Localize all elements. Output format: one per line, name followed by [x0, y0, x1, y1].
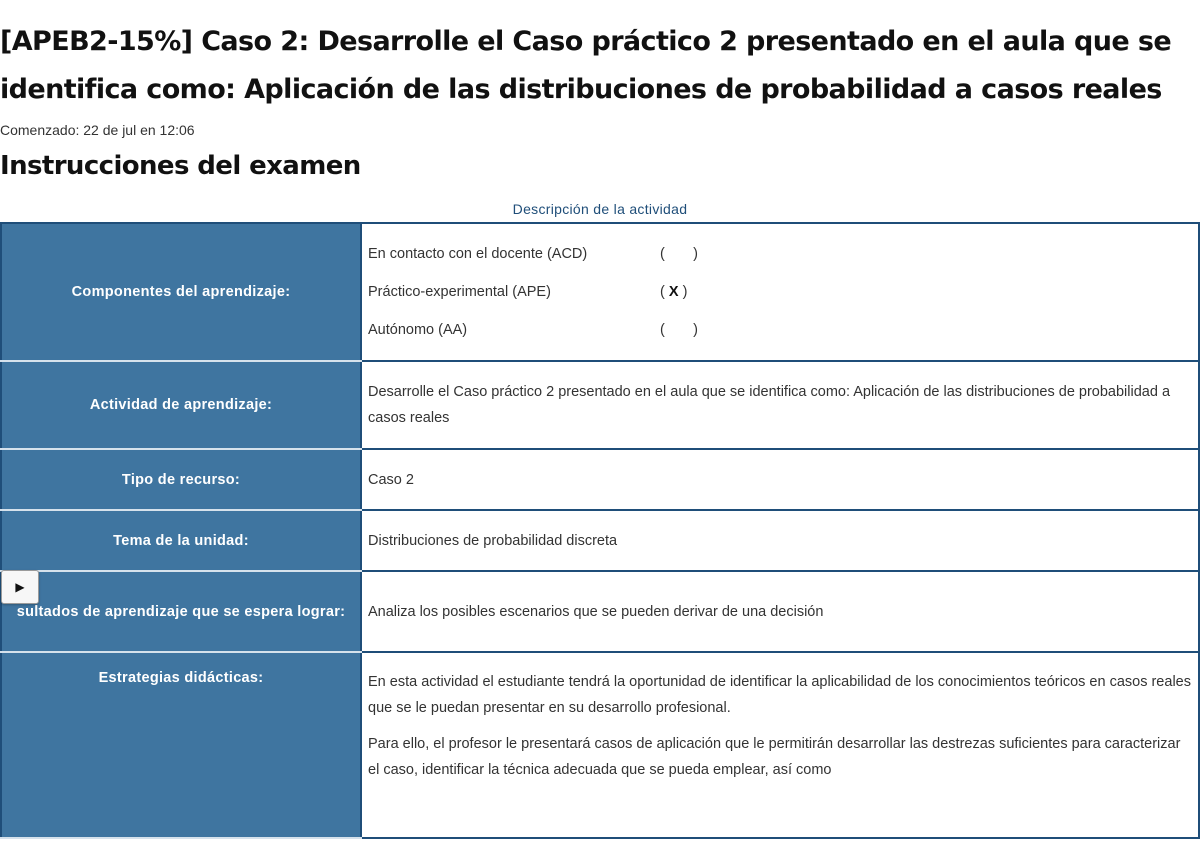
learning-activity-value: Desarrolle el Caso práctico 2 presentado en el aula que se identifica como: Aplicación de las distribuciones de probabilidad a casos reales	[361, 361, 1199, 449]
resource-type-label: Tipo de recurso:	[1, 449, 361, 510]
components-value	[361, 223, 1199, 361]
started-timestamp: Comenzado: 22 de jul en 12:06	[0, 122, 195, 138]
component-name: Autónomo (AA)	[368, 322, 468, 338]
play-button[interactable]	[1, 570, 39, 604]
resource-type-value: Caso 2	[361, 449, 1199, 510]
expected-results-label: sultados de aprendizaje que se espera lograr:	[1, 571, 361, 652]
component-mark: ( )	[660, 246, 698, 262]
row-expected-results	[1, 571, 1199, 652]
unit-topic-value: Distribuciones de probabilidad discreta	[361, 510, 1199, 571]
row-resource-type	[1, 449, 1199, 510]
component-mark: ( X )	[660, 284, 688, 300]
strategies-paragraph: En esta actividad el estudiante tendrá la oportunidad de identificar la aplicabilidad de los conocimientos teóricos en casos reales que se le puedan presentar en su desarrollo profesional.	[368, 674, 1191, 716]
component-name: En contacto con el docente (ACD)	[368, 246, 588, 262]
component-item-acd	[368, 235, 1192, 273]
activity-table	[0, 222, 1200, 839]
component-name: Práctico-experimental (APE)	[368, 284, 551, 300]
activity-caption: Descripción de la actividad	[512, 201, 688, 217]
strategies-label: Estrategias didácticas:	[1, 652, 361, 838]
play-icon: ▶	[15, 580, 25, 594]
unit-topic-label: Tema de la unidad:	[1, 510, 361, 571]
expected-results-value: Analiza los posibles escenarios que se pueden derivar de una decisión	[361, 571, 1199, 652]
row-unit-topic	[1, 510, 1199, 571]
components-label: Componentes del aprendizaje:	[1, 223, 361, 361]
quiz-title: [APEB2-15%] Caso 2: Desarrolle el Caso práctico 2 presentado en el aula que se identifica como: Aplicación de las distribuciones de probabilidad a casos reales	[0, 26, 1172, 105]
learning-activity-label: Actividad de aprendizaje:	[1, 361, 361, 449]
strategies-value	[361, 652, 1199, 838]
component-item-aa	[368, 311, 1192, 349]
row-components	[1, 223, 1199, 361]
strategies-paragraph: Para ello, el profesor le presentará casos de aplicación que le permitirán desarrollar las destrezas suficientes para caracterizar el caso, identificar la técnica adecuada que se pueda emplear, así como	[368, 736, 1181, 778]
row-strategies	[1, 652, 1199, 838]
component-mark: ( )	[660, 322, 698, 338]
component-item-ape	[368, 273, 1192, 311]
row-learning-activity	[1, 361, 1199, 449]
instructions-heading: Instrucciones del examen	[0, 151, 361, 181]
